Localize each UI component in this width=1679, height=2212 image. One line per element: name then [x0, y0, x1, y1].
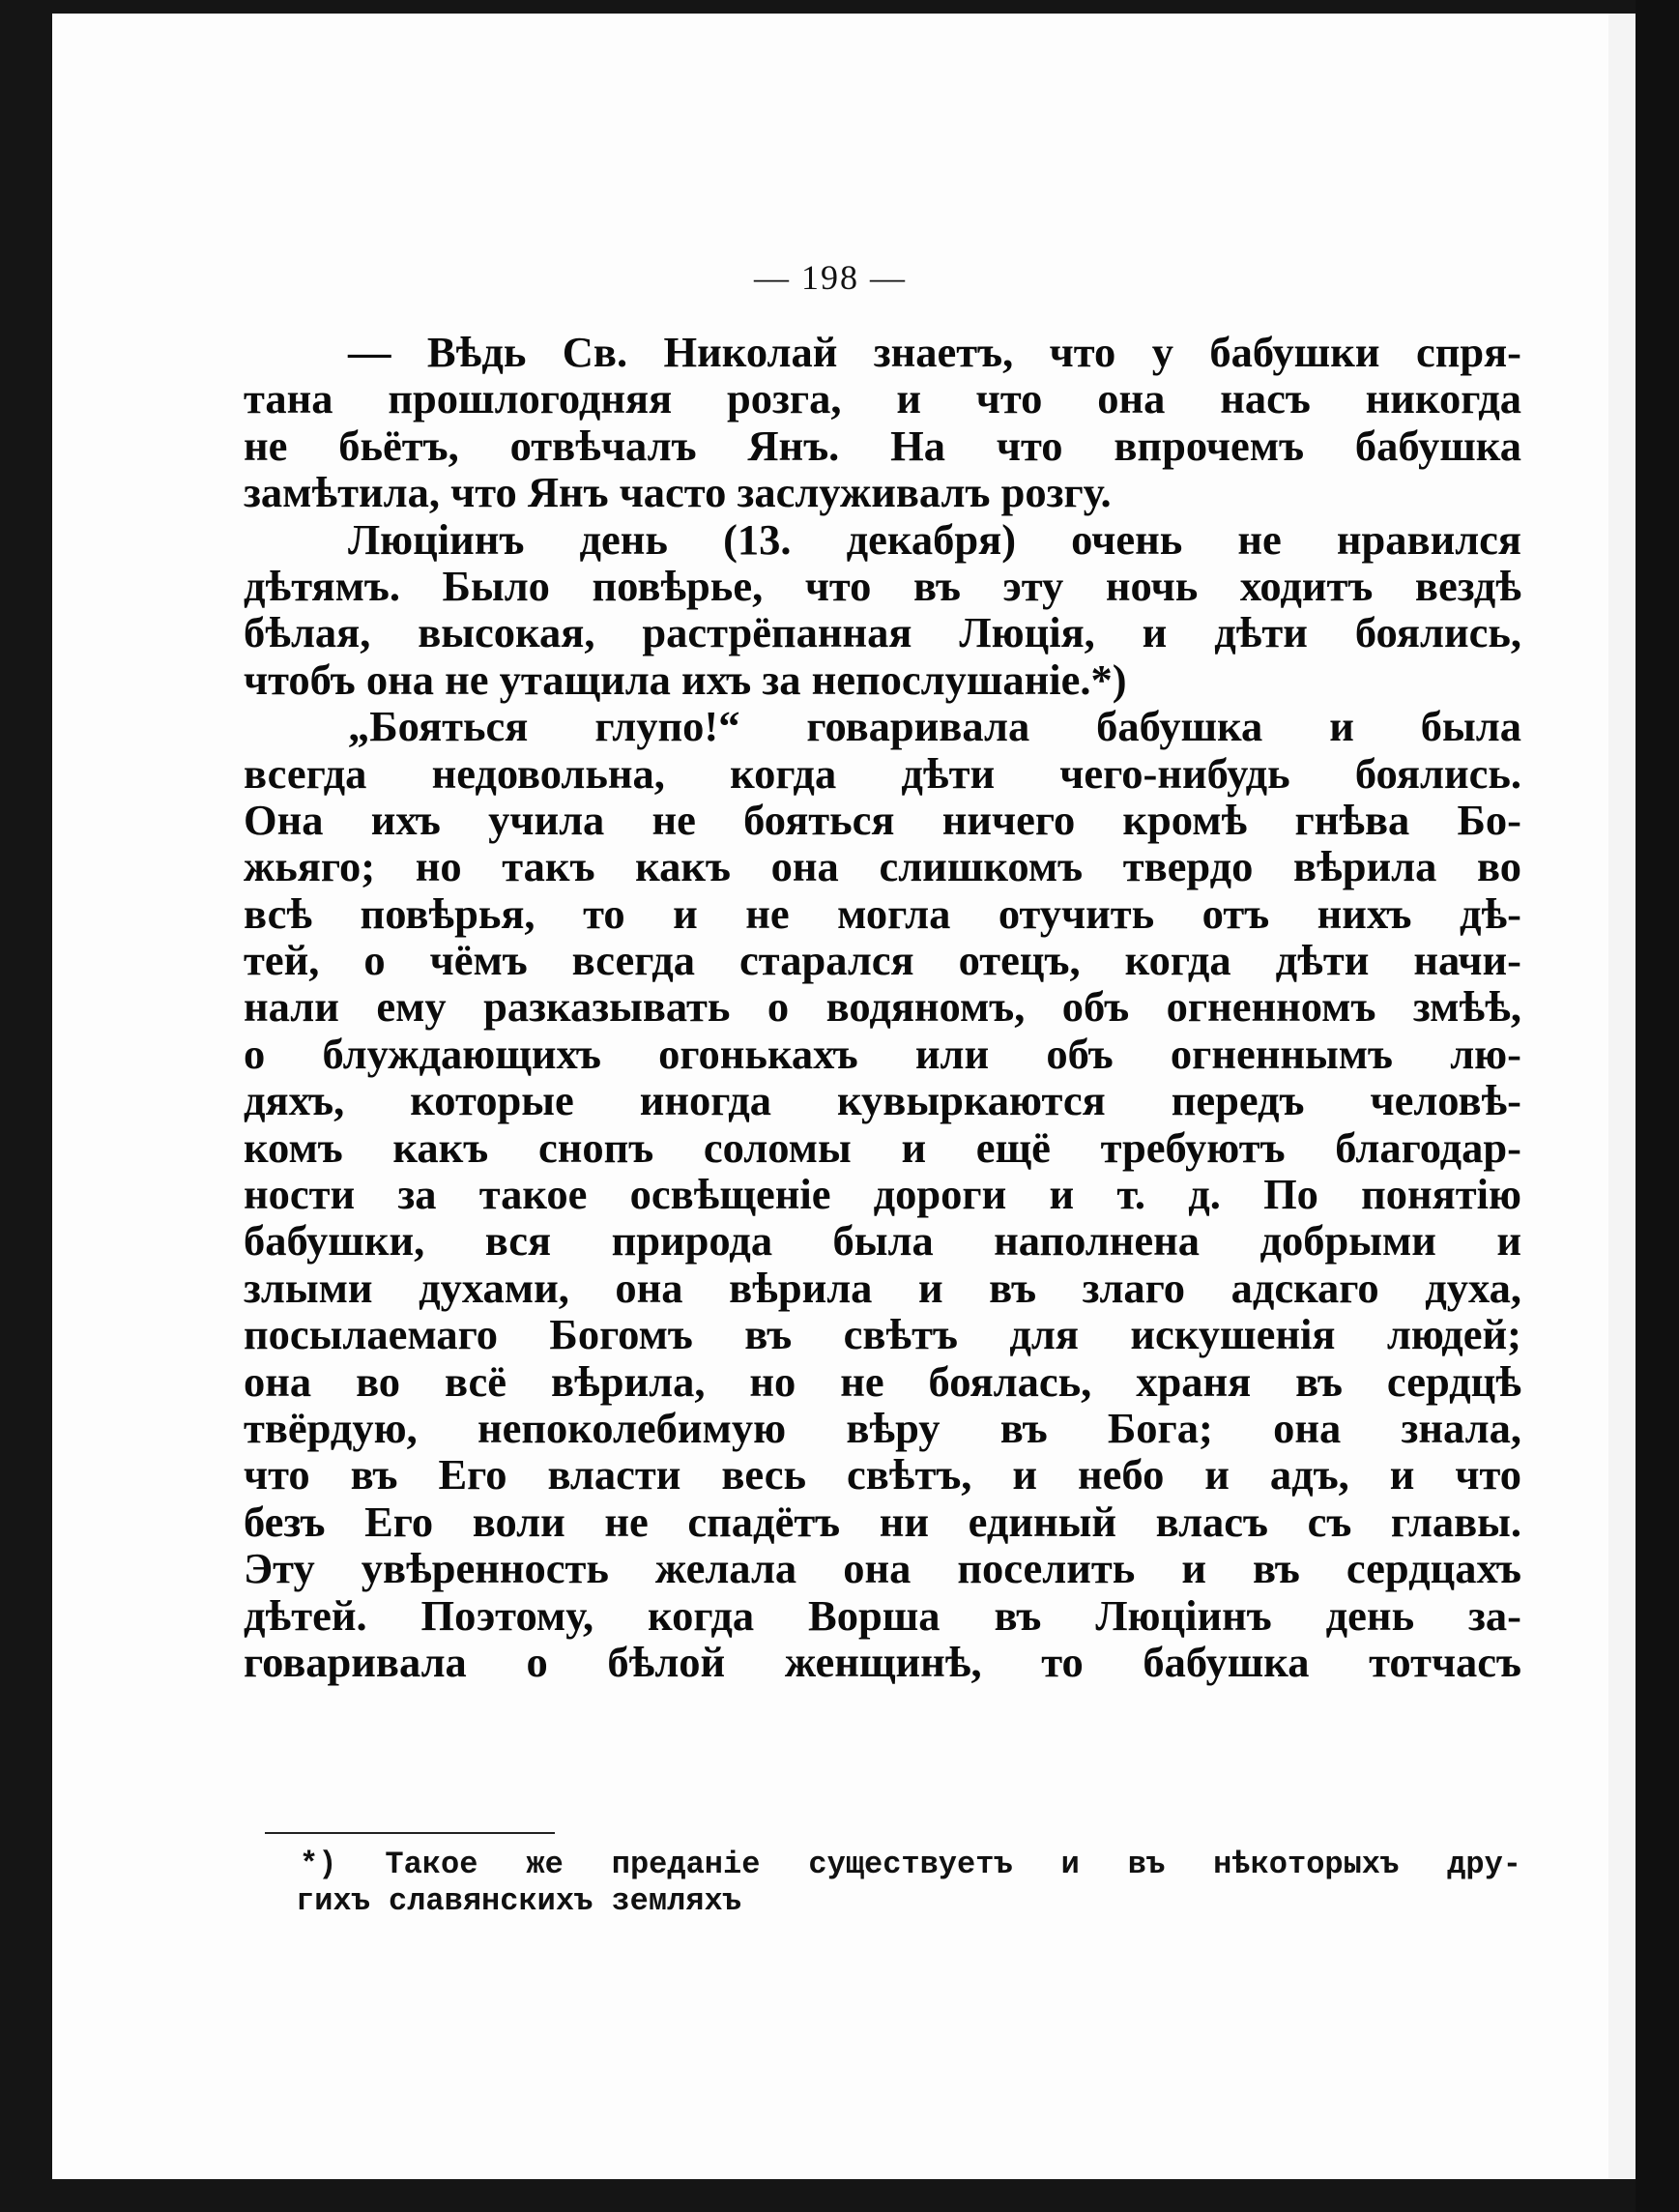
text-line: дяхъ, которые иногда кувыркаются передъ человѣ-: [244, 1076, 1521, 1125]
text-line: нали ему разказывать о водяномъ, объ огненномъ змѣѣ,: [244, 982, 1521, 1032]
text-line: бабушки, вся природа была наполнена добрыми и: [244, 1216, 1521, 1266]
text-line: „Бояться глупо!“ говаривала бабушка и была: [348, 702, 1521, 751]
text-line: замѣтила, что Янъ часто заслуживалъ розгу.: [244, 468, 1112, 517]
text-line: тей, о чёмъ всегда старался отецъ, когда дѣти начи-: [244, 936, 1521, 985]
text-line: ности за такое освѣщенiе дороги и т. д. По понятiю: [244, 1170, 1521, 1219]
text-line: Эту увѣренность желала она поселить и въ сердцахъ: [244, 1544, 1521, 1593]
text-line: дѣтей. Поэтому, когда Ворша въ Люцiинъ день за-: [244, 1590, 1521, 1640]
text-line: говаривала о бѣлой женщинѣ, то бабушка тотчасъ: [244, 1637, 1521, 1686]
text-line: что въ Его власти весь свѣтъ, и небо и адъ, и что: [244, 1450, 1521, 1499]
scan-right-border: [1636, 0, 1679, 2212]
text-line: о блуждающихъ огонькахъ или объ огненнымъ лю-: [244, 1029, 1521, 1078]
body-text: [244, 329, 1521, 1685]
text-line: тана прошлогодняя розга, и что она насъ никогда: [244, 374, 1521, 423]
text-line: чтобъ она не утащила ихъ за непослушанiе.*): [244, 655, 1127, 704]
text-line: жьяго; но такъ какъ она слишкомъ твердо вѣрила во: [244, 842, 1521, 891]
text-line: дѣтямъ. Было повѣрье, что въ эту ночь ходитъ вездѣ: [244, 561, 1521, 610]
text-line: — Вѣдь Св. Николай знаетъ, что у бабушки спря-: [348, 328, 1521, 376]
text-line: всѣ повѣрья, то и не могла отучить отъ нихъ дѣ-: [244, 888, 1521, 938]
page-number: — 198 —: [754, 258, 907, 297]
text-line: она во всё вѣрила, но не боялась, храня въ сердцѣ: [244, 1356, 1521, 1406]
footnote-line: гихъ славянскихъ земляхъ: [296, 1883, 741, 1919]
footnote-line: *) Такое же преданiе существуетъ и въ нѣкоторыхъ дру-: [300, 1847, 1521, 1882]
text-line: посылаемаго Богомъ въ свѣтъ для искушенiя людей;: [244, 1310, 1521, 1359]
text-line: безъ Его воли не спадётъ ни единый власъ съ главы.: [244, 1497, 1521, 1546]
text-line: всегда недовольна, когда дѣти чего-нибудь боялись.: [244, 748, 1521, 798]
footnote: [296, 1847, 1521, 1920]
text-line: Она ихъ учила не бояться ничего кромѣ гнѣва Бо-: [244, 795, 1521, 844]
adjacent-page-strip: [1608, 14, 1636, 2179]
footnote-separator: [265, 1832, 555, 1834]
text-line: твёрдую, непоколебимую вѣру въ Бога; она знала,: [244, 1403, 1521, 1452]
text-line: злыми духами, она вѣрила и въ злаго адскаго духа,: [244, 1263, 1521, 1312]
text-line: Люцiинъ день (13. декабря) очень не нравился: [348, 514, 1521, 564]
text-line: комъ какъ снопъ соломы и ещё требуютъ благодар-: [244, 1122, 1521, 1172]
text-line: не бьётъ, отвѣчалъ Янъ. На что впрочемъ бабушка: [244, 421, 1521, 470]
text-line: бѣлая, высокая, растрёпанная Люцiя, и дѣти боялись,: [244, 608, 1521, 657]
